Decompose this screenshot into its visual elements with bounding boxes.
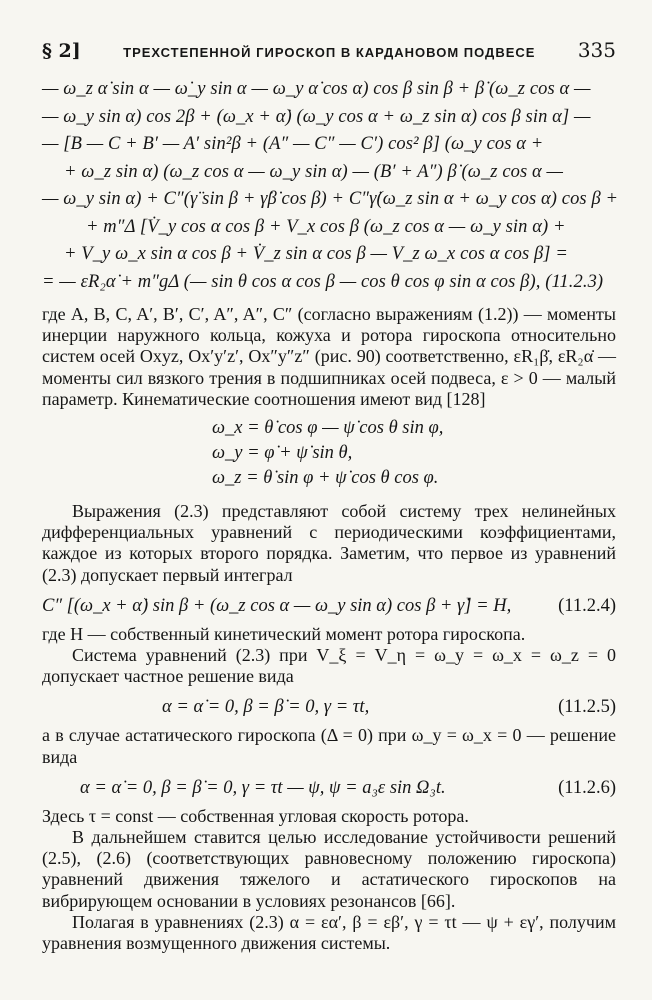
equation-line: + ω_z sin α) (ω_z cos α — ω_y sin α) — (B′ + A″) β̇ (ω_z cos α — <box>64 161 564 182</box>
paragraph-rotor-speed: Здесь τ = const — собственная угловая скорость ротора. <box>42 805 469 826</box>
paragraph-system: Выражения (2.3) представляют собой систему трех нелинейных дифференциальных уравнений с периодическими коэффициентами, каждое из которых второго порядка. Заметим, что первое из уравнений (2.3) допускает первый интеграл <box>42 501 616 585</box>
equation-line: — ω_z α̇ sin α — ω̇_y sin α — ω_y α̇ cos α) cos β sin β + β̇ (ω_z cos α — <box>42 79 591 99</box>
page-number: 335 <box>577 38 616 62</box>
equation-tag: (11.2.6) <box>558 777 616 798</box>
equation-11-2-3 <box>42 76 619 296</box>
section-number: § 2] <box>42 40 81 62</box>
equation-11-2-5 <box>42 693 616 721</box>
equation-line: — ω_y sin α) cos 2β + (ω_x + α̇) (ω_y cos α + ω_z sin α) cos β sin α] — <box>42 106 591 127</box>
paragraph-stability-goal: В дальнейшем ставится целью исследование устойчивости решений (2.5), (2.6) (соответствующих равновесному положению гироскопа) уравнений движения тяжелого и астатического гироскопов на вибрирующем основании в условиях резонансов [66]. <box>42 827 616 911</box>
kinematic-relations <box>42 416 616 491</box>
equation-body: C″ [(ω_x + α̇) sin β + (ω_z cos α — ω_y sin α) cos β + γ̇] = H, <box>42 595 512 616</box>
paragraph-kinetic-moment: где H — собственный кинетический момент ротора гироскопа. <box>42 623 526 644</box>
paragraph-particular-solution: Система уравнений (2.3) при V_ξ = V_η = ω_y = ω_x = ω_z = 0 допускает частное решение вида <box>42 645 616 687</box>
equation-line: + m″Δ [V̇_y cos α cos β + V_x cos β (ω_z cos α — ω_y sin α) + <box>86 216 566 237</box>
kinematic-line: ω_x = θ̇ cos φ — ψ̇ cos θ sin φ, <box>212 418 444 439</box>
equation-line: + V_y ω_x sin α cos β + V̇_z sin α cos β — V_z ω_x cos α cos β] = <box>64 244 568 264</box>
equation-tag: (11.2.4) <box>558 595 616 616</box>
equation-line: — ω_y sin α) + C″(γ̈ sin β + γ̇β̇ cos β) + C″γ̇(ω_z sin α + ω_y cos α) cos β + <box>42 189 619 209</box>
running-title: ТРЕХСТЕПЕННОЙ ГИРОСКОП В КАРДАНОВОМ ПОДВЕСЕ <box>123 45 536 60</box>
paragraph-perturbed-motion: Полагая в уравнениях (2.3) α = εα′, β = εβ′, γ = τt — ψ + εγ′, получим уравнения возмущенного движения системы. <box>42 911 616 954</box>
equation-tag: (11.2.5) <box>558 697 616 718</box>
equation-body: α = α̇ = 0, β = β̇ = 0, γ = τt — ψ, ψ = a₃ε sin Ω₃t. <box>80 777 446 798</box>
paragraph-astatic: а в случае астатического гироскопа (Δ = 0) при ω_y = ω_x = 0 — решение вида <box>42 725 616 767</box>
equation-body: α = α̇ = 0, β = β̇ = 0, γ = τt, <box>162 697 370 718</box>
equation-11-2-4 <box>42 592 616 620</box>
equation-line: = — εR₂α̇ + m″gΔ (— sin θ cos α cos β — cos θ cos φ sin α cos β), (11.2.3) <box>42 271 604 292</box>
equation-line: — [B — C + B′ — A′ sin²β + (A″ — C″ — C′) cos² β] (ω_y cos α + <box>42 134 544 154</box>
paragraph-definitions: где A, B, C, A′, B′, C′, A″, A″, C″ (согласно выражениям (1.2)) — моменты инерции наружного кольца, кожуха и ротора гироскопа относительно систем осей Oxyz, Ox′y′z′, Ox″y″z″ (рис. 90) соответственно, εR₁β̇, εR₂α̇ — моменты сил вязкого трения в подшипниках осей подвеса, ε > 0 — малый параметр. Кинематические соотношения имеют вид [128] <box>42 304 616 409</box>
equation-11-2-6 <box>42 774 616 802</box>
kinematic-line: ω_z = θ̇ sin φ + ψ̇ cos θ cos φ. <box>212 468 439 489</box>
kinematic-line: ω_y = φ̇ + ψ̇ sin θ, <box>212 443 353 464</box>
running-head <box>42 38 616 62</box>
